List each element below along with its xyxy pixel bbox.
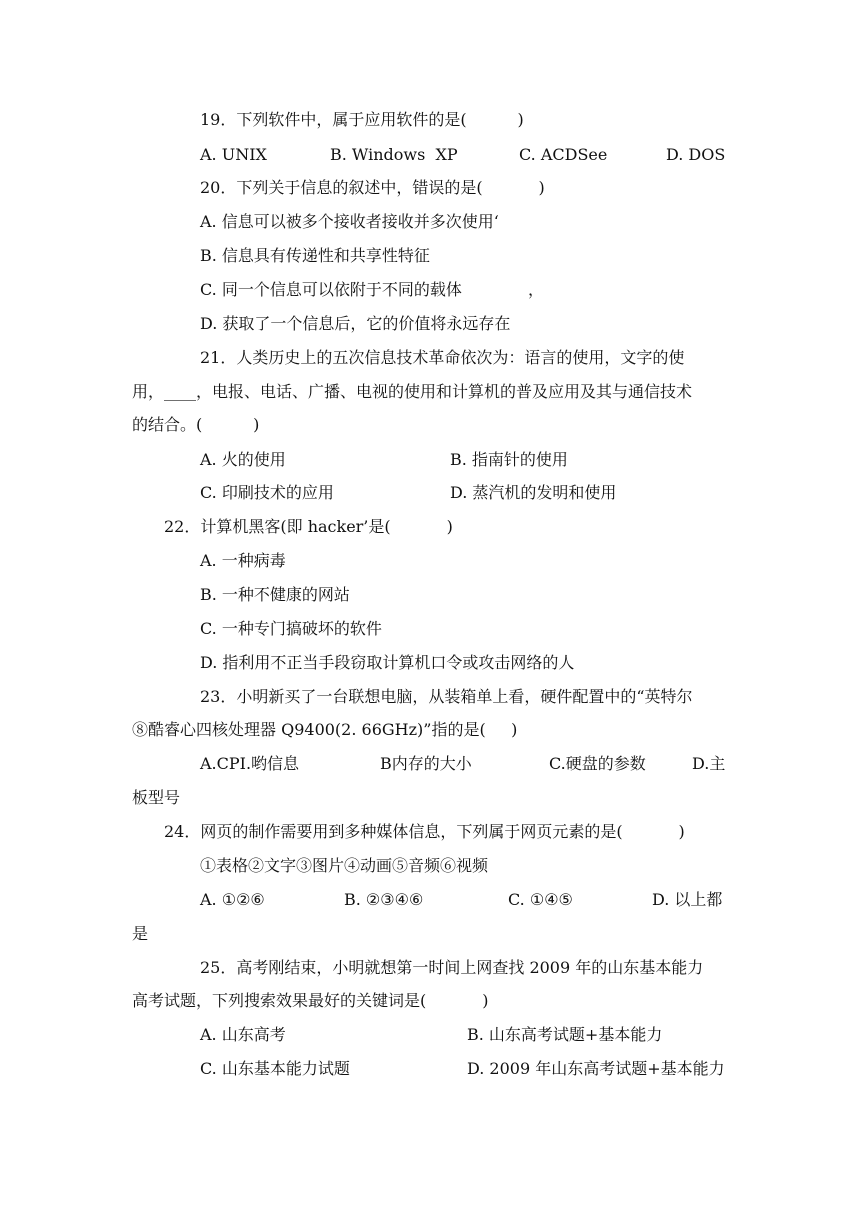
q23-option-b: B内存的大小 [380, 754, 472, 773]
q24-stem: 24．网页的制作需要用到多种媒体信息，下列属于网页元素的是( ) [164, 822, 685, 841]
q21-stem-line1: 21．人类历史上的五次信息技术革命依次为：语言的使用，文字的使 [200, 348, 685, 367]
q21-option-b: B. 指南针的使用 [450, 450, 568, 469]
q22-option-a: A. 一种病毒 [200, 551, 286, 570]
q19-option-c: C. ACDSee [519, 145, 608, 164]
q20-option-a: A. 信息可以被多个接收者接收并多次使用‘ [200, 212, 499, 231]
q21-option-d: D. 蒸汽机的发明和使用 [450, 483, 617, 502]
q22-option-c: C. 一种专门搞破坏的软件 [200, 619, 382, 638]
q19-option-d: D. DOS [666, 145, 726, 164]
q22-stem: 22．计算机黑客(即 hacker’是( ) [164, 517, 453, 536]
q25-option-d: D. 2009 年山东高考试题+基本能力 [467, 1059, 725, 1078]
q23-option-a: A.CPI.哟信息 [200, 754, 300, 773]
q23-stem-line2: ⑧酷睿心四核处理器 Q9400(2. 66GHz)”指的是( ) [132, 720, 518, 739]
q25-stem-line1: 25．高考刚结束，小明就想第一时间上网查找 2009 年的山东基本能力 [200, 958, 704, 977]
q19-stem: 19．下列软件中，属于应用软件的是( ) [200, 110, 524, 129]
q19-option-b: B. Windows XP [330, 145, 458, 164]
q25-option-a: A. 山东高考 [200, 1025, 286, 1044]
q24-option-d-continued: 是 [132, 924, 149, 943]
q20-stem: 20．下列关于信息的叙述中，错误的是( ) [200, 178, 545, 197]
q22-option-d: D. 指利用不正当手段窃取计算机口令或攻击网络的人 [200, 653, 575, 672]
q24-option-d: D. 以上都 [652, 890, 723, 909]
q24-option-b: B. ②③④⑥ [344, 890, 424, 909]
q23-stem-line1: 23．小明新买了一台联想电脑，从装箱单上看，硬件配置中的“英特尔 [200, 687, 693, 706]
q24-option-c: C. ①④⑤ [508, 890, 573, 909]
q25-option-c: C. 山东基本能力试题 [200, 1059, 350, 1078]
q23-option-c: C.硬盘的参数 [549, 754, 646, 773]
q24-items: ①表格②文字③图片④动画⑤音频⑥视频 [200, 856, 489, 875]
q23-option-d-continued: 板型号 [132, 788, 181, 807]
q25-stem-line2: 高考试题，下列搜索效果最好的关键词是( ) [132, 991, 489, 1010]
q21-stem-line3: 的结合。( ) [132, 415, 260, 434]
q22-option-b: B. 一种不健康的网站 [200, 585, 350, 604]
q23-option-d: D.主 [692, 754, 726, 773]
q24-option-a: A. ①②⑥ [200, 890, 265, 909]
q21-option-a: A. 火的使用 [200, 450, 286, 469]
q21-stem-line2: 用，____，电报、电话、广播、电视的使用和计算机的普及应用及其与通信技术 [132, 382, 693, 401]
q25-option-b: B. 山东高考试题+基本能力 [467, 1025, 663, 1044]
q21-option-c: C. 印刷技术的应用 [200, 483, 334, 502]
q20-option-c: C. 同一个信息可以依附于不同的载体 ， [200, 280, 544, 299]
q19-option-a: A. UNIX [200, 145, 267, 164]
q20-option-b: B. 信息具有传递性和共享性特征 [200, 246, 430, 265]
q20-option-d: D. 获取了一个信息后，它的价值将永远存在 [200, 314, 511, 333]
